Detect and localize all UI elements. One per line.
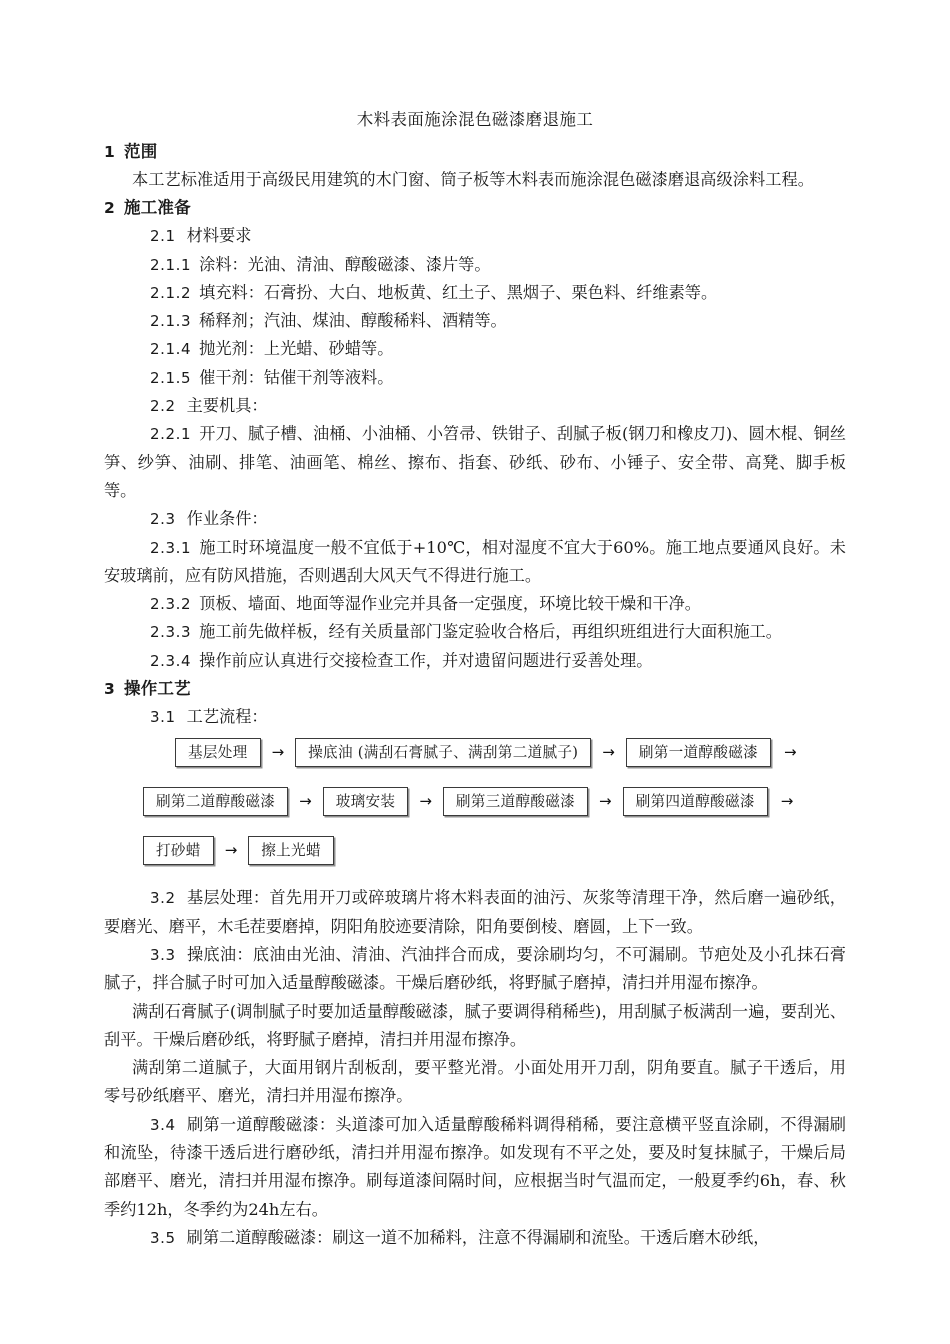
arrow-right-icon: → <box>599 791 612 810</box>
item-2-1-4 <box>104 335 846 363</box>
item-2-3-1-number: 2.3.1 <box>150 538 192 557</box>
item-2-1-2-number: 2.1.2 <box>150 283 192 302</box>
item-2-1-3-number: 2.1.3 <box>150 312 192 331</box>
page-title: 木料表面施涂混色磁漆磨退施工 <box>356 110 594 129</box>
subsection-2-1-number: 2.1 <box>150 227 176 246</box>
arrow-right-icon: → <box>784 742 797 761</box>
item-2-3-4 <box>104 647 846 675</box>
paragraph-second-putty: 满刮第二道腻子，大面用钢片刮板刮，要平整光滑。小面处用开刀刮，阴角要直。腻子干透后，用零号砂纸磨平、磨光，清扫并用湿布擦净。 <box>104 1058 846 1106</box>
flow-box-sand-wax: 打砂蜡 <box>143 836 214 865</box>
flow-box-glass-install: 玻璃安装 <box>323 787 409 816</box>
paragraph-plaster-putty: 满刮石膏腻子(调制腻子时要加适量醇酸磁漆，腻子要调得稍稀些)，用刮腻子板满刮一遍，要刮光、刮平。干燥后磨砂纸，将野腻子磨掉，清扫并用湿布擦净。 <box>104 1001 846 1049</box>
paragraph-3-5-text: 刷第二道醇酸磁漆：刷这一道不加稀料，注意不得漏刷和流坠。干透后磨木砂纸， <box>186 1227 770 1247</box>
item-2-3-3-number: 2.3.3 <box>150 623 192 642</box>
flowchart-row-3 <box>104 835 846 865</box>
flow-box-second-coat: 刷第二道醇酸磁漆 <box>143 787 288 816</box>
section-number-3: 3 <box>104 680 115 699</box>
paragraph-3-3-number: 3.3 <box>150 945 176 964</box>
item-2-2-1 <box>104 420 846 505</box>
paragraph-3-3-text: 操底油：底油由光油、清油、汽油拌合而成，要涂刷均匀，不可漏刷。节疤处及小孔抹石膏腻子，拌合腻子时可加入适量醇酸磁漆。干燥后磨砂纸，将野腻子磨掉，清扫并用湿布擦净。 <box>104 944 846 993</box>
subsection-2-3-title: 作业条件： <box>186 509 268 529</box>
item-2-1-3 <box>104 307 846 335</box>
subsection-2-2-heading <box>104 392 846 420</box>
subsection-2-2-number: 2.2 <box>150 397 176 416</box>
item-2-1-2-text: 填充料：石膏扮、大白、地板黄、红土子、黑烟子、栗色料、纤维素等。 <box>199 282 718 302</box>
item-2-2-1-number: 2.2.1 <box>150 425 192 444</box>
flow-box-polish-wax: 擦上光蜡 <box>248 836 334 865</box>
item-2-3-2-number: 2.3.2 <box>150 595 192 614</box>
item-2-1-4-number: 2.1.4 <box>150 340 192 359</box>
section-number-1: 1 <box>104 143 115 161</box>
subsection-2-1-heading <box>104 222 846 250</box>
paragraph-3-5 <box>104 1224 846 1252</box>
section-title-3: 操作工艺 <box>124 679 191 699</box>
flowchart-row-1 <box>104 737 846 767</box>
paragraph-3-4 <box>104 1111 846 1224</box>
subsection-3-1-number: 3.1 <box>150 708 176 727</box>
item-2-3-3 <box>104 618 846 646</box>
arrow-right-icon: → <box>780 791 794 810</box>
item-2-1-1 <box>104 251 846 279</box>
paragraph-3-2-text: 基层处理：首先用开刀或碎玻璃片将木料表面的油污、灰浆等清理干净，然后磨一遍砂纸，要磨光、磨平，木毛茬要磨掉，阴阳角胶迹要清除，阳角要倒棱、磨圆，上下一致。 <box>104 888 846 936</box>
item-2-3-4-text: 操作前应认真进行交接检查工作，并对遗留问题进行妥善处理。 <box>199 650 653 670</box>
paragraph-3-3 <box>104 941 846 998</box>
item-2-2-1-text: 开刀、腻子槽、油桶、小油桶、小笤帚、铁钳子、刮腻子板(钢刀和橡皮刀)、圆木棍、铜丝笋、纱笋、油刷、排笔、油画笔、棉丝、擦布、指套、砂纸、砂布、小锤子、安全带、高凳、脚手板等。 <box>104 424 846 500</box>
section-heading-1 <box>104 138 846 166</box>
item-2-1-2 <box>104 279 846 307</box>
subsection-2-3-number: 2.3 <box>150 510 176 529</box>
subsection-2-3-heading <box>104 505 846 533</box>
section-title-2: 施工准备 <box>124 198 191 218</box>
arrow-right-icon: → <box>419 791 432 810</box>
section-number-2: 2 <box>104 199 115 218</box>
item-2-1-5-number: 2.1.5 <box>150 368 192 387</box>
section-title-1: 范围 <box>124 142 158 161</box>
item-2-1-5 <box>104 364 846 392</box>
paragraph-3-2-number: 3.2 <box>150 889 176 908</box>
paragraph-3-4-text: 刷第一道醇酸磁漆：头道漆可加入适量醇酸稀料调得稍稀，要注意横平竖直涂刷，不得漏刷和流坠，待漆干透后进行磨砂纸，清扫并用湿布擦净。如发现有不平之处，要及时复抹腻子，干燥后局部磨平、磨光，清扫并用湿布擦净。刷每道漆间隔时间，应根据当时气温而定，一般夏季约6h，春、秋季约12h，冬季约为24h左右。 <box>104 1114 846 1219</box>
section-1-body: 本工艺标准适用于高级民用建筑的木门窗、筒子板等木料表而施涂混色磁漆磨退高级涂料工程。 <box>132 170 814 189</box>
flow-box-primer-oil: 操底油 (满刮石膏腻子、满刮第二道腻子) <box>295 738 591 767</box>
paragraph-3-5-number: 3.5 <box>150 1228 176 1247</box>
flow-box-base-treatment: 基层处理 <box>175 738 261 767</box>
section-heading-2 <box>104 194 846 222</box>
subsection-2-1-title: 材料要求 <box>186 226 252 246</box>
item-2-1-4-text: 抛光剂：上光蜡、砂蜡等。 <box>199 339 394 359</box>
flow-box-third-coat: 刷第三道醇酸磁漆 <box>443 787 588 816</box>
item-2-1-5-text: 催干剂：钴催干剂等液料。 <box>199 367 394 387</box>
process-flowchart <box>104 737 846 865</box>
item-2-3-2 <box>104 590 846 618</box>
subsection-2-2-title: 主要机具： <box>186 396 268 416</box>
subsection-3-1-title: 工艺流程： <box>186 707 268 727</box>
item-2-1-1-number: 2.1.1 <box>150 255 192 274</box>
item-2-1-3-text: 稀释剂；汽油、煤油、醇酸稀料、酒精等。 <box>199 311 507 331</box>
paragraph-3-4-number: 3.4 <box>150 1115 176 1134</box>
item-2-3-2-text: 顶板、墙面、地面等湿作业完并具备一定强度，环境比较干燥和干净。 <box>199 594 701 614</box>
item-2-3-1 <box>104 534 846 591</box>
item-2-3-3-text: 施工前先做样板，经有关质量部门鉴定验收合格后，再组织班组进行大面积施工。 <box>199 622 782 642</box>
section-heading-3 <box>104 675 846 703</box>
item-2-3-4-number: 2.3.4 <box>150 651 192 670</box>
item-2-1-1-text: 涂料：光油、清油、醇酸磁漆、漆片等。 <box>199 254 491 274</box>
arrow-right-icon: → <box>299 791 312 810</box>
arrow-right-icon: → <box>602 742 615 761</box>
paragraph-3-2 <box>104 884 846 941</box>
document-content <box>104 106 846 1252</box>
arrow-right-icon: → <box>271 742 285 761</box>
arrow-right-icon: → <box>224 840 238 859</box>
flow-box-fourth-coat: 刷第四道醇酸磁漆 <box>623 787 768 816</box>
flowchart-row-2 <box>104 786 846 816</box>
flow-box-first-coat: 刷第一道醇酸磁漆 <box>626 738 771 767</box>
subsection-3-1-heading <box>104 703 846 731</box>
item-2-3-1-text: 施工时环境温度一般不宜低于+10℃，相对湿度不宜大于60%。施工地点要通风良好。未安玻璃前，应有防风措施，否则遇刮大风天气不得进行施工。 <box>104 537 846 585</box>
